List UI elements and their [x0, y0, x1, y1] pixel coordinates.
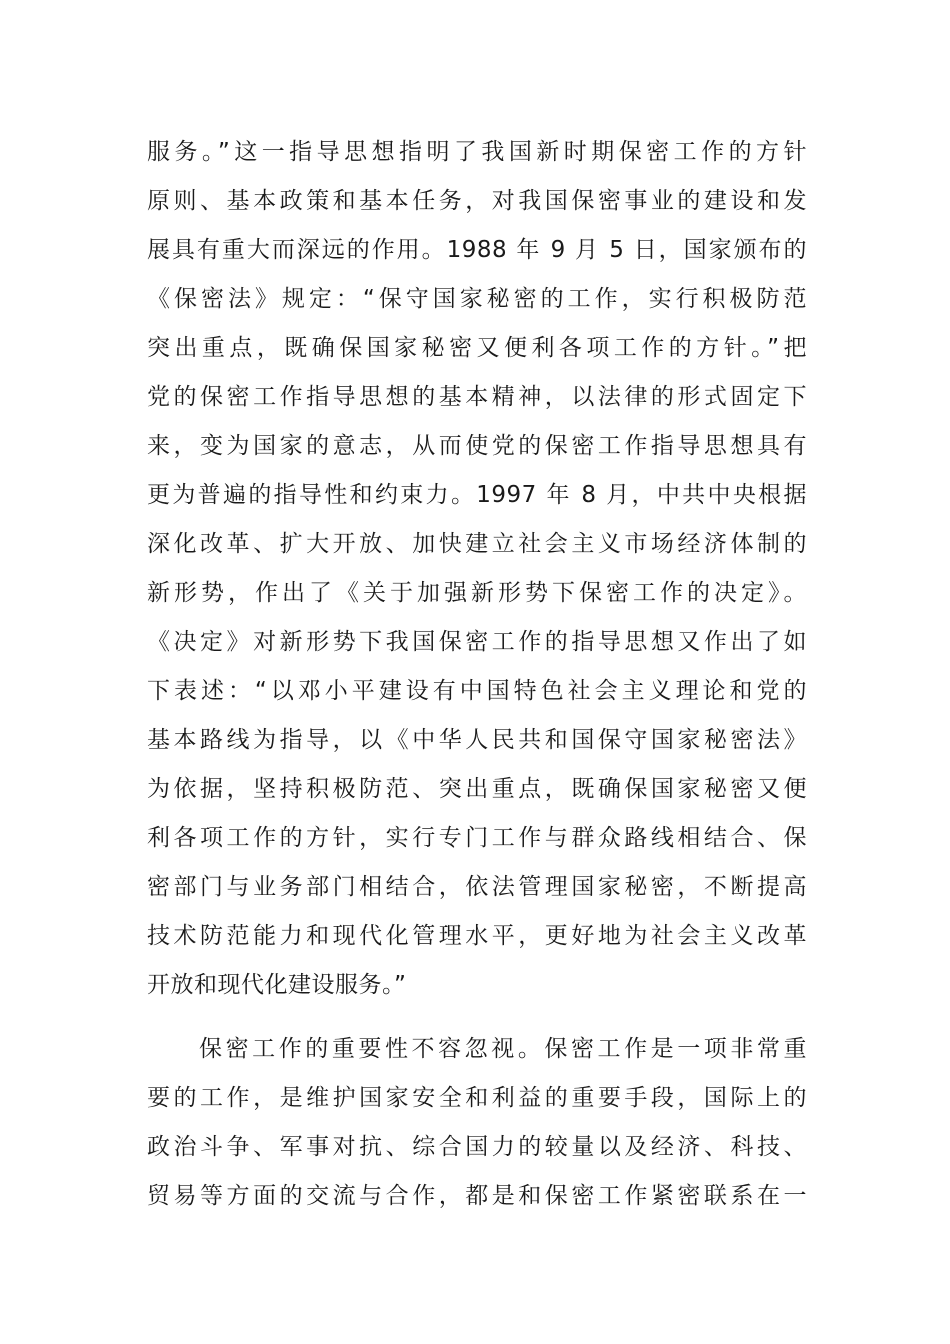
text-line: 密部门与业务部门相结合，依法管理国家秘密，不断提高 [147, 874, 807, 900]
text-line: 下表述：“以邓小平建设有中国特色社会主义理论和党的 [147, 678, 807, 704]
text-line: 为依据，坚持积极防范、突出重点，既确保国家秘密又便 [147, 776, 807, 802]
text-line: 贸易等方面的交流与合作，都是和保密工作紧密联系在一 [147, 1183, 807, 1209]
text-line: 基本路线为指导，以《中华人民共和国保守国家秘密法》 [147, 727, 807, 753]
text-line: 利各项工作的方针，实行专门工作与群众路线相结合、保 [147, 825, 807, 851]
text-line: 原则、基本政策和基本任务，对我国保密事业的建设和发 [147, 188, 807, 214]
text-line: 要的工作，是维护国家安全和利益的重要手段，国际上的 [147, 1085, 807, 1111]
text-line: 服务。”这一指导思想指明了我国新时期保密工作的方针 [147, 139, 807, 165]
text-line: 新形势，作出了《关于加强新形势下保密工作的决定》。 [147, 580, 807, 606]
text-line: 深化改革、扩大开放、加快建立社会主义市场经济体制的 [147, 531, 807, 557]
text-line: 来，变为国家的意志，从而使党的保密工作指导思想具有 [147, 433, 807, 459]
text-line: 开放和现代化建设服务。” [147, 972, 407, 998]
text-line: 更为普遍的指导性和约束力。1997 年 8 月，中共中央根据 [147, 482, 807, 508]
text-line: 《保密法》规定：“保守国家秘密的工作，实行积极防范 [147, 286, 807, 312]
paragraph-first-line: 保密工作的重要性不容忽视。保密工作是一项非常重 [199, 1036, 807, 1062]
text-line: 技术防范能力和现代化管理水平，更好地为社会主义改革 [147, 923, 807, 949]
text-line: 政治斗争、军事对抗、综合国力的较量以及经济、科技、 [147, 1134, 807, 1160]
text-line: 突出重点，既确保国家秘密又便利各项工作的方针。”把 [147, 335, 807, 361]
text-line: 展具有重大而深远的作用。1988 年 9 月 5 日，国家颁布的 [147, 237, 807, 263]
text-line: 党的保密工作指导思想的基本精神，以法律的形式固定下 [147, 384, 807, 410]
text-line: 《决定》对新形势下我国保密工作的指导思想又作出了如 [147, 629, 807, 655]
